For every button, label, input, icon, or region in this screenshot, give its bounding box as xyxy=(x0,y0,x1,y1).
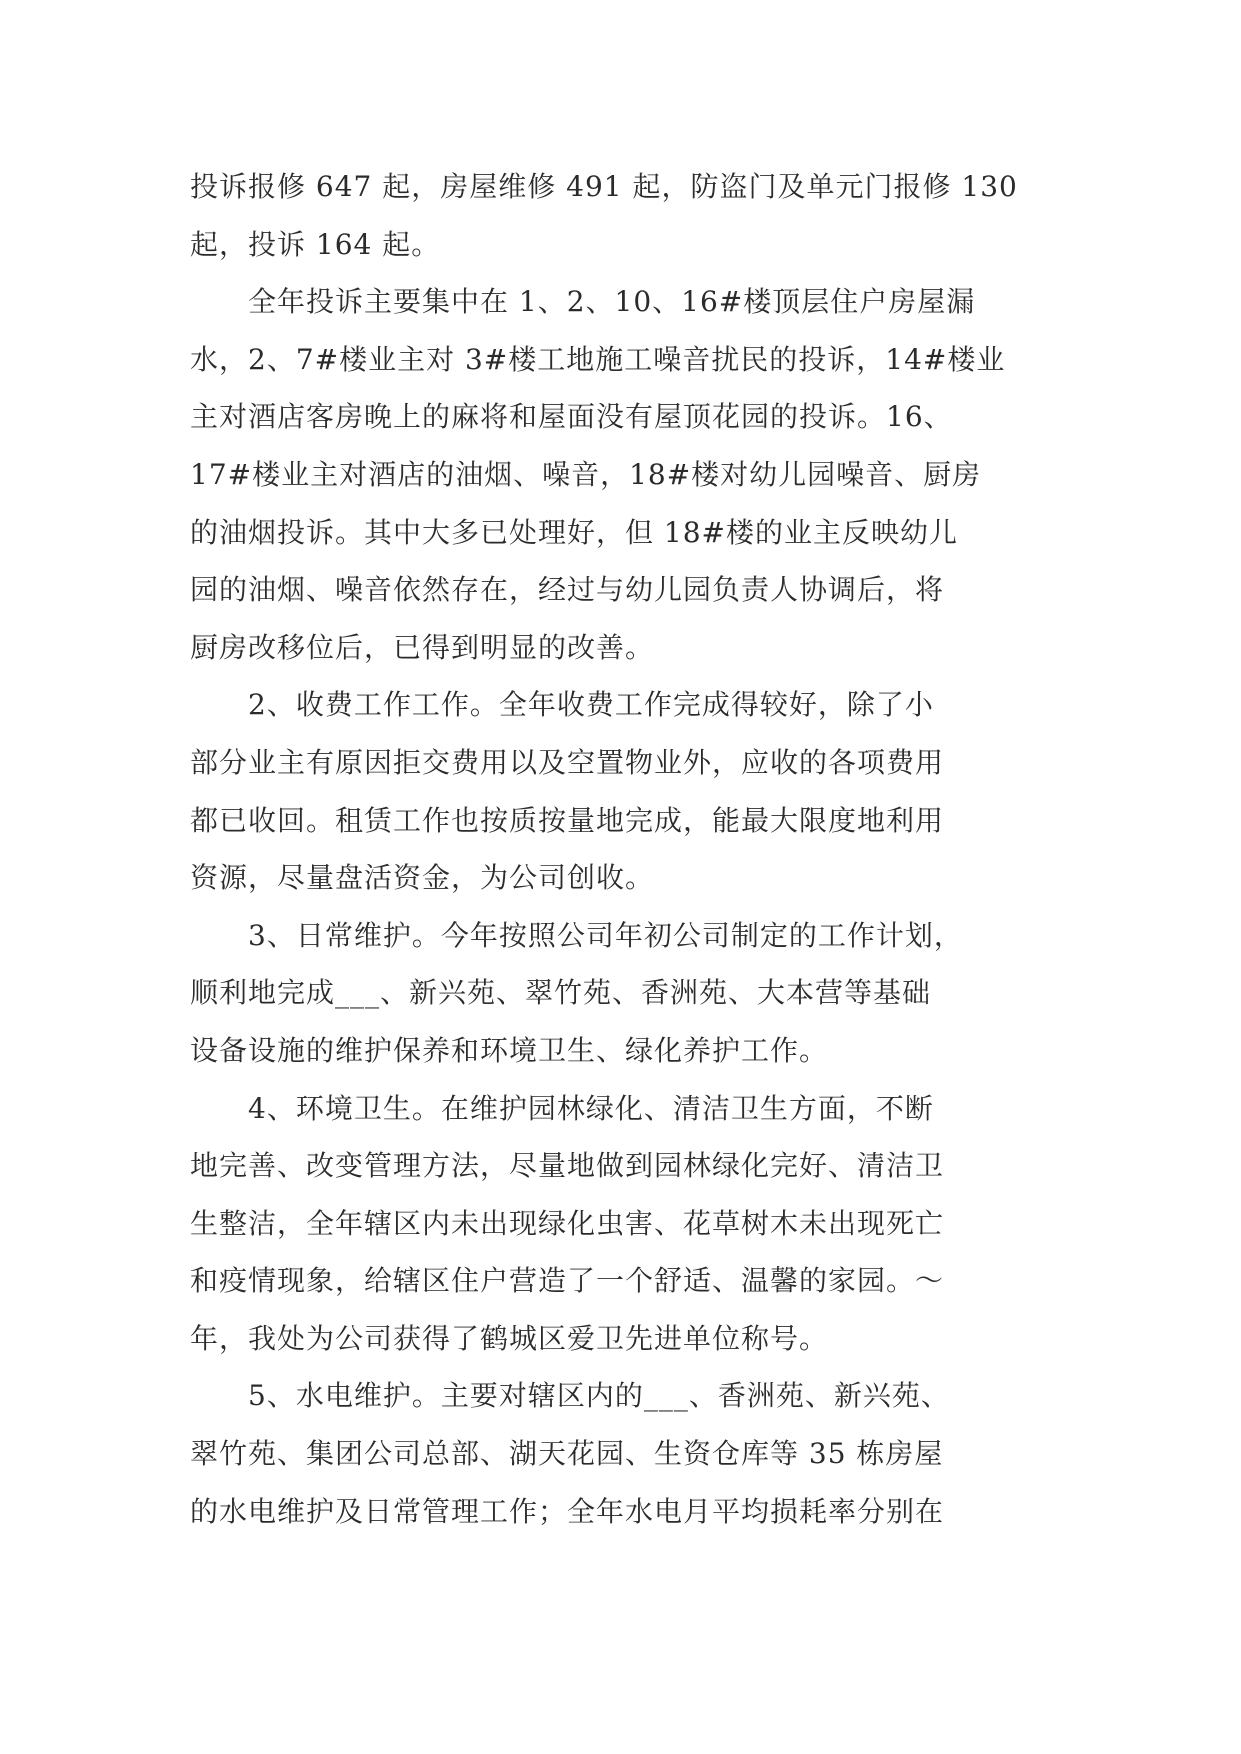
text-line: 部分业主有原因拒交费用以及空置物业外，应收的各项费用 xyxy=(190,745,945,779)
text-line: 园的油烟、噪音依然存在，经过与幼儿园负责人协调后，将 xyxy=(190,573,945,607)
text-line: 翠竹苑、集团公司总部、湖天花园、生资仓库等 35 栋房屋 xyxy=(190,1437,944,1471)
text-line: 和疫情现象，给辖区住户营造了一个舒适、温馨的家园。～ xyxy=(190,1264,945,1298)
text-line: 年，我处为公司获得了鹤城区爱卫先进单位称号。 xyxy=(190,1321,829,1355)
text-line: 水，2、7#楼业主对 3#楼工地施工噪音扰民的投诉，14#楼业 xyxy=(190,342,1006,376)
text-line: 主对酒店客房晚上的麻将和屋面没有屋顶花园的投诉。16、 xyxy=(190,400,953,434)
text-line: 投诉报修 647 起，房屋维修 491 起，防盗门及单元门报修 130 xyxy=(190,170,1018,203)
paragraph-first-line: 全年投诉主要集中在 1、2、10、16#楼顶层住户房屋漏 xyxy=(248,285,976,319)
paragraph-first-line: 5、水电维护。主要对辖区内的___、香洲苑、新兴苑、 xyxy=(248,1379,950,1413)
text-line: 17#楼业主对酒店的油烟、噪音，18#楼对幼儿园噪音、厨房 xyxy=(190,457,982,491)
text-line: 顺利地完成___、新兴苑、翠竹苑、香洲苑、大本营等基础 xyxy=(190,976,932,1010)
text-line: 设备设施的维护保养和环境卫生、绿化养护工作。 xyxy=(190,1033,829,1067)
document-body xyxy=(190,158,1050,1540)
text-line: 地完善、改变管理方法，尽量地做到园林绿化完好、清洁卫 xyxy=(190,1149,945,1183)
paragraph-first-line: 4、环境卫生。在维护园林绿化、清洁卫生方面，不断 xyxy=(248,1091,934,1125)
text-line: 资源，尽量盘活资金，为公司创收。 xyxy=(190,861,655,895)
text-line: 都已收回。租赁工作也按质按量地完成，能最大限度地利用 xyxy=(190,803,945,837)
text-line: 起，投诉 164 起。 xyxy=(190,227,441,261)
text-line: 厨房改移位后，已得到明显的改善。 xyxy=(190,630,655,664)
paragraph-first-line: 2、收费工作工作。全年收费工作完成得较好，除了小 xyxy=(248,688,934,722)
text-line: 生整洁，全年辖区内未出现绿化虫害、花草树木未出现死亡 xyxy=(190,1206,945,1240)
paragraph-first-line: 3、日常维护。今年按照公司年初公司制定的工作计划， xyxy=(248,918,963,952)
text-line: 的油烟投诉。其中大多已处理好，但 18#楼的业主反映幼儿 xyxy=(190,515,958,549)
text-line: 的水电维护及日常管理工作；全年水电月平均损耗率分别在 xyxy=(190,1494,945,1528)
